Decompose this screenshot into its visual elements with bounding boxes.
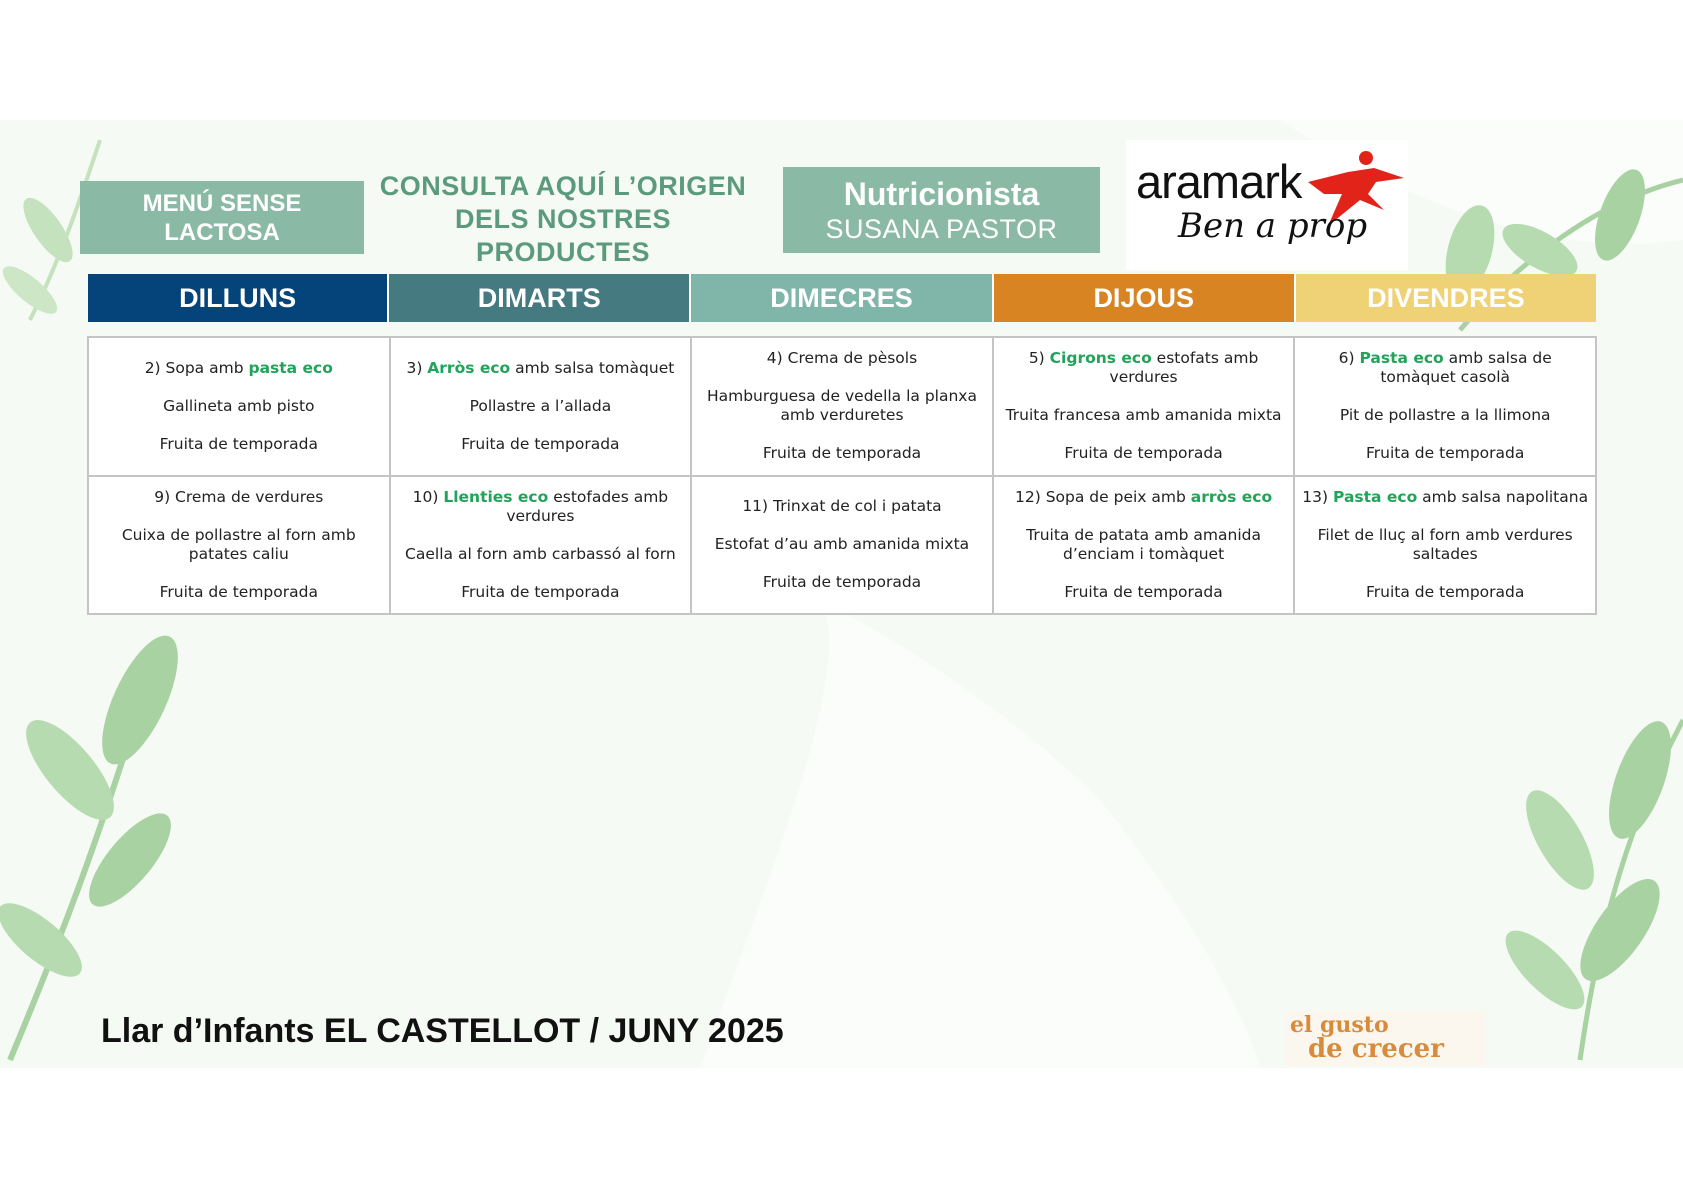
day-menu-cell	[691, 337, 993, 476]
dish-text: 9) Crema de verdures	[154, 487, 324, 506]
dish-line	[95, 397, 383, 416]
consult-line-2: DELS NOSTRES PRODUCTES	[454, 203, 672, 267]
nutritionist-name: SUSANA PASTOR	[825, 214, 1058, 244]
dish-line	[397, 545, 685, 564]
day-menu-cell	[390, 337, 692, 476]
consult-line-1: CONSULTA AQUÍ L’ORIGEN	[379, 170, 747, 201]
dish-text: Fruita de temporada	[1366, 444, 1525, 463]
dish-text: amb salsa de tomàquet casolà	[1380, 349, 1552, 387]
dish-text: Gallineta amb pisto	[163, 396, 315, 415]
dish-text: estofades amb verdures	[506, 487, 669, 525]
dish-text: Fruita de temporada	[159, 582, 318, 601]
footer-title: Llar d’Infants EL CASTELLOT / JUNY 2025	[101, 1012, 784, 1050]
dish-line	[1301, 444, 1589, 463]
dish-line	[698, 535, 986, 554]
dish-line	[1000, 583, 1288, 602]
aramark-logo	[1126, 140, 1408, 270]
nutritionist-box	[783, 167, 1100, 253]
dish-line	[95, 359, 383, 378]
weekday-header-divendres: DIVENDRES	[1294, 274, 1596, 322]
eco-product-label: Cigrons eco	[1049, 349, 1152, 368]
week-row	[88, 476, 1596, 615]
product-origin-link[interactable]	[378, 170, 748, 267]
aramark-tagline: Ben a prop	[1178, 206, 1368, 246]
dish-text: estofats amb verdures	[1109, 349, 1259, 387]
dish-line	[95, 526, 383, 564]
dish-text: 10)	[412, 487, 444, 506]
dish-text: 4) Crema de pèsols	[766, 349, 918, 368]
dish-line	[397, 435, 685, 454]
dish-line	[1301, 488, 1589, 507]
dish-line	[698, 387, 986, 425]
dish-text: Fruita de temporada	[1064, 582, 1223, 601]
eco-product-label: arròs eco	[1190, 487, 1273, 506]
gusto-logo-part-1: el gusto	[1290, 1012, 1389, 1038]
dish-line	[698, 497, 986, 516]
day-menu-cell	[390, 476, 692, 615]
weekday-header-row	[88, 274, 1596, 322]
dish-text: 5)	[1028, 349, 1050, 368]
dish-line	[698, 444, 986, 463]
dish-text: Truita francesa amb amanida mixta	[1005, 406, 1282, 425]
dish-line	[1000, 488, 1288, 507]
menu-type-box	[80, 181, 364, 254]
day-menu-cell	[88, 476, 390, 615]
eco-product-label: Arròs eco	[427, 358, 511, 377]
dish-text: 13)	[1302, 487, 1333, 506]
dish-text: amb salsa tomàquet	[510, 358, 675, 377]
dish-line	[95, 488, 383, 507]
menu-type-line-2: LACTOSA	[164, 218, 280, 246]
dish-text: Fruita de temporada	[762, 573, 922, 592]
dish-line	[397, 488, 685, 526]
day-menu-cell	[1294, 337, 1596, 476]
dish-line	[1000, 406, 1288, 425]
dish-text: 2) Sopa amb	[144, 358, 249, 377]
weekday-header-dimecres: DIMECRES	[689, 274, 991, 322]
dish-line	[1000, 526, 1288, 564]
dish-text: Cuixa de pollastre al forn amb patates caliu	[121, 525, 356, 563]
dish-text: Caella al forn amb carbassó al forn	[405, 544, 676, 563]
dish-text: Estofat d’au amb amanida mixta	[714, 535, 970, 554]
weekday-header-dilluns: DILLUNS	[88, 274, 387, 322]
dish-text: Fruita de temporada	[762, 444, 922, 463]
nutritionist-title: Nutricionista	[843, 176, 1040, 212]
weekday-header-dimarts: DIMARTS	[387, 274, 689, 322]
el-gusto-de-crecer-logo	[1286, 1010, 1486, 1066]
day-menu-cell	[993, 476, 1295, 615]
dish-text: 3)	[406, 358, 428, 377]
dish-text: Fruita de temporada	[1366, 582, 1525, 601]
week-row	[88, 337, 1596, 476]
dish-text: 6)	[1338, 349, 1360, 368]
dish-text: 11) Trinxat de col i patata	[742, 497, 942, 516]
weekly-menu-table	[87, 336, 1597, 615]
weekday-header-dijous: DIJOUS	[992, 274, 1294, 322]
dish-text: Fruita de temporada	[461, 582, 620, 601]
dish-line	[1000, 349, 1288, 387]
dish-line	[1301, 349, 1589, 387]
dish-text: 12) Sopa de peix amb	[1015, 487, 1191, 506]
dish-line	[698, 573, 986, 592]
dish-text: Fruita de temporada	[461, 434, 620, 453]
dish-text: Pollastre a l’allada	[469, 396, 612, 415]
day-menu-cell	[1294, 476, 1596, 615]
dish-line	[397, 583, 685, 602]
dish-line	[397, 397, 685, 416]
dish-line	[95, 435, 383, 454]
eco-product-label: Pasta eco	[1333, 487, 1418, 506]
gusto-logo-part-2: de crecer	[1308, 1034, 1444, 1064]
dish-line	[1000, 444, 1288, 463]
dish-text: Fruita de temporada	[159, 434, 318, 453]
day-menu-cell	[88, 337, 390, 476]
day-menu-cell	[993, 337, 1295, 476]
dish-text: amb salsa napolitana	[1417, 487, 1589, 506]
eco-product-label: Llenties eco	[443, 487, 549, 506]
eco-product-label: pasta eco	[248, 358, 333, 377]
aramark-wordmark: aramark	[1136, 155, 1302, 208]
dish-text: Truita de patata amb amanida d’enciam i tomàquet	[1026, 525, 1261, 563]
dish-text: Filet de lluç al forn amb verdures saltades	[1317, 525, 1573, 563]
eco-product-label: Pasta eco	[1359, 349, 1444, 368]
dish-line	[397, 359, 685, 378]
dish-line	[1301, 406, 1589, 425]
dish-text: Pit de pollastre a la llimona	[1339, 406, 1551, 425]
dish-line	[1301, 583, 1589, 602]
dish-text: Fruita de temporada	[1064, 444, 1223, 463]
dish-line	[1301, 526, 1589, 564]
menu-type-line-1: MENÚ SENSE	[142, 189, 302, 217]
day-menu-cell	[691, 476, 993, 615]
dish-line	[95, 583, 383, 602]
dish-line	[698, 349, 986, 368]
dish-text: Hamburguesa de vedella la planxa amb verduretes	[706, 387, 977, 425]
